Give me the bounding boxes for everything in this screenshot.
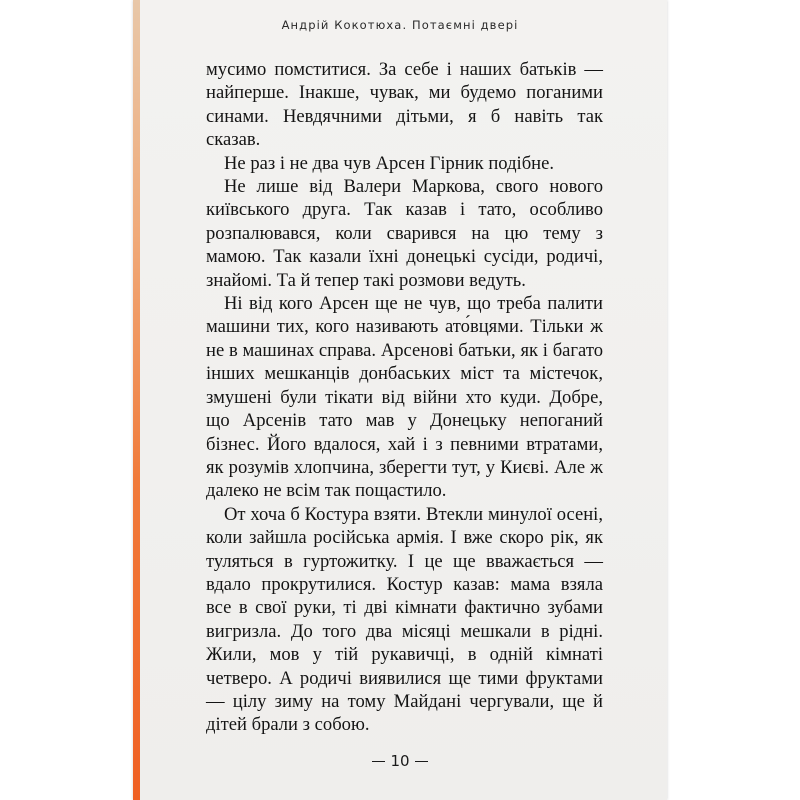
- page-number-value: 10: [390, 752, 410, 770]
- paragraph-4: Ні від кого Арсен ще не чув, що треба палити машини тих, кого називають ато́вцями. Тільки ж не в машинах справа. Арсенові батьки, як і багато інших мешканців донбаських міст та містечок, змушені були тікати від війни хто куди. Добре, що Арсенів тато мав у Донецьку непоганий бізнес. Його вдалося, хай і з певними втратами, як розумів хлопчина, зберегти тут, у Києві. Але ж далеко не всім так пощастило.: [206, 293, 603, 502]
- paragraph-1: мусимо помститися. За себе і наших батьків — найперше. Інакше, чувак, ми будемо поганими синами. Невдячними дітьми, я б навіть так сказав.: [206, 59, 603, 151]
- book-page: [133, 0, 667, 800]
- paragraph-3: Не лише від Валери Маркова, свого нового київського друга. Так казав і тато, особливо розпалювався, коли сварився на цю тему з мамою. Так казали їхні донецькі сусіди, родичі, знайомі. Та й тепер такі розмови ведуть.: [206, 176, 603, 291]
- running-head: Андрій Кокотюха. Потаємні двері: [281, 18, 519, 32]
- page-edge-shadow: [133, 0, 140, 800]
- folio-dash-left: [372, 761, 385, 763]
- body-text: [206, 58, 603, 737]
- paragraph-2: Не раз і не два чув Арсен Гірник подібне.: [224, 152, 555, 174]
- paragraph-5: От хоча б Костура взяти. Втекли минулої осені, коли зайшла російська армія. І вже скоро рік, як туляться в гуртожитку. І це ще вважається — вдало прокрутилися. Костур казав: мама взяла все в свої руки, ті дві кімнати фактично зубами вигризла. До того два місяці мешкали в рідні. Жили, мов у тій рукавичці, в одній кімнаті четверо. А родичі виявилися ще тими фруктами — цілу зиму на тому Майдані чергували, ще й дітей брали з собою.: [206, 503, 603, 736]
- page-number: [133, 752, 667, 770]
- folio-dash-right: [415, 761, 428, 763]
